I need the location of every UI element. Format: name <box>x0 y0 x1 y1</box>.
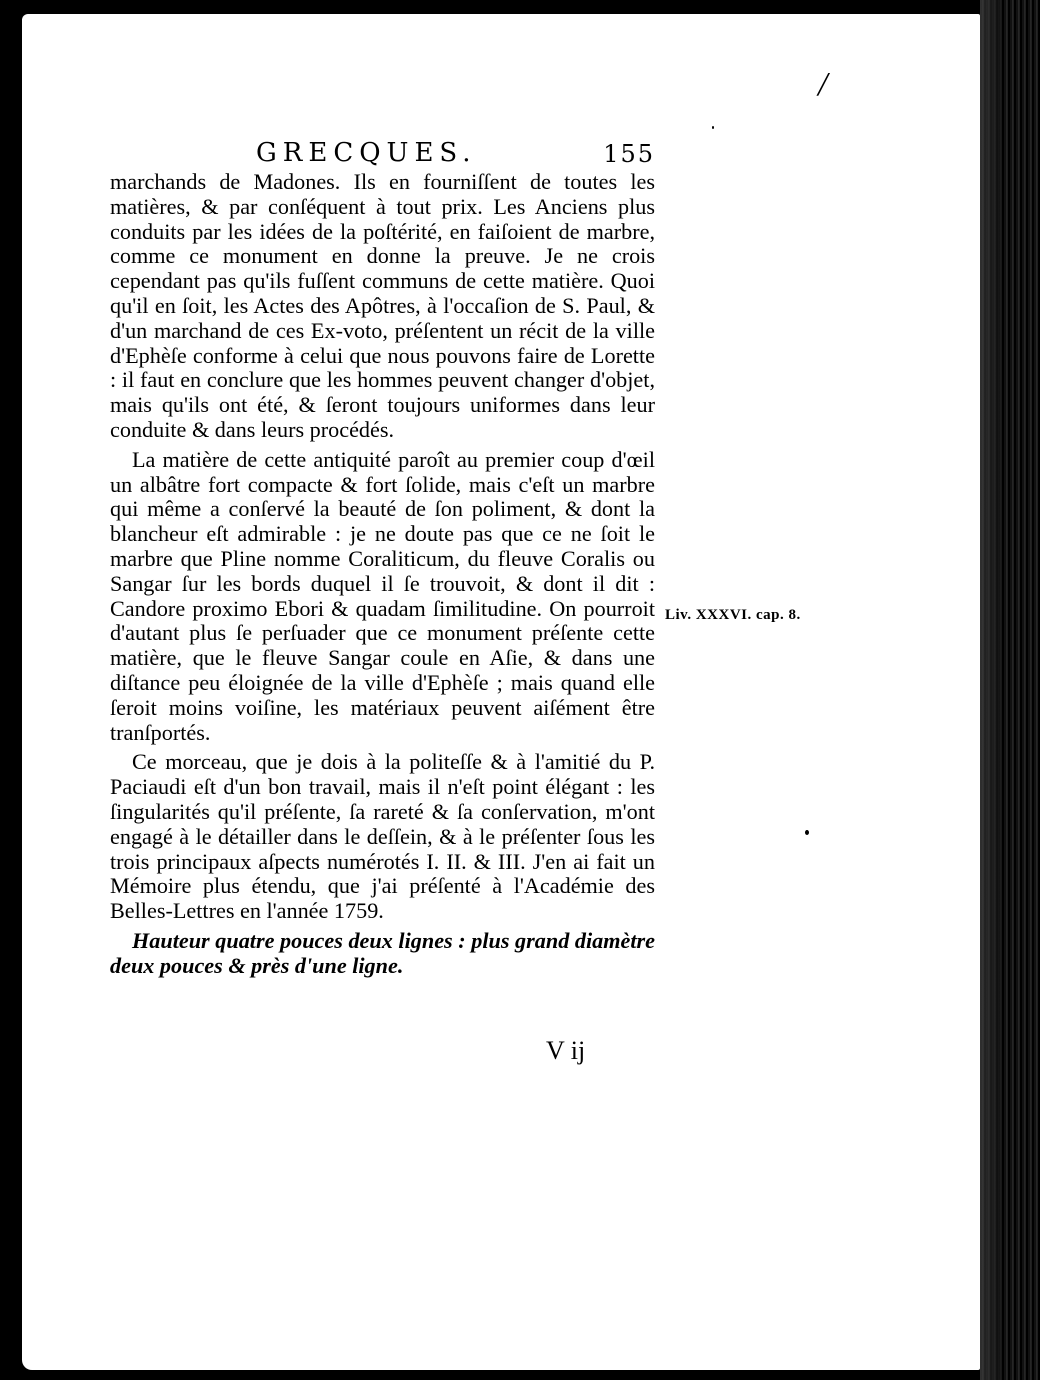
running-head: GRECQUES. <box>256 138 477 168</box>
main-text <box>110 170 655 979</box>
ink-speck <box>712 126 714 129</box>
page-number: 155 <box>603 140 655 168</box>
paragraph-1: marchands de Madones. Ils en fourniſſent de toutes les matières, & par conſéquent à tout prix. Les Anciens plus conduits par les idées de la poſtérité, en faiſoient de marbre, comme ce monument en donne la preuve. Je ne crois cependant pas qu'ils fuſſent communs de cette matière. Quoi qu'il en ſoit, les Actes des Apôtres, à l'occaſion de S. Paul, & d'un marchand de ces Ex-voto, préſentent un récit de la ville d'Ephèſe conforme à celui que nous pouvons faire de Lorette : il faut en conclure que les hommes peuvent changer d'objet, mais qu'ils ont été, & ſeront toujours uniformes dans leur conduite & dans leurs procédés. <box>110 169 655 442</box>
paragraph-2: La matière de cette antiquité paroît au premier coup d'œil un albâtre fort compacte & fort ſolide, mais c'eſt un marbre qui même a conſervé la beauté de ſon poliment, & dont la blancheur eſt admirable : je ne doute pas que ce ne ſoit le marbre que Pline nomme Coraliticum, du fleuve Coralis ou Sangar ſur les bords duquel il ſe trouvoit, & dont il dit : Candore proximo Ebori & quadam ſimilitudine. On pourroit d'autant plus ſe perſuader que ce monument préſente cette matière, que le fleuve Sangar coule en Aſie, & dans une diſtance peu éloignée de la ville d'Ephèſe ; mais quand elle ſeroit moins voiſine, les matériaux peuvent aiſément être tranſportés. <box>110 446 655 745</box>
ink-speck <box>805 830 809 835</box>
pencil-mark: / <box>818 66 828 103</box>
paragraph-3: Ce morceau, que je dois à la politeſſe & à l'amitié du P. Paciaudi eſt d'un bon travail, mais il n'eſt point élégant : les ſingularités qu'il préſente, ſa rareté & ſa conſervation, m'ont engagé à le détailler dans le deſſein, & à le préſenter ſous les trois principaux aſpects numérotés I. II. & III. J'en ai fait un Mémoire plus étendu, que j'ai préſenté à l'Académie des Belles-Lettres en l'année 1759. <box>110 749 655 924</box>
signature-mark: V ij <box>546 1036 586 1065</box>
book-edge <box>980 0 1040 1380</box>
dimensions-caption: Hauteur quatre pouces deux lignes : plus grand diamètre deux pouces & près d'une ligne. <box>110 927 655 978</box>
margin-note: Liv. XXXVI. cap. 8. <box>665 607 801 623</box>
page-header <box>110 138 655 170</box>
